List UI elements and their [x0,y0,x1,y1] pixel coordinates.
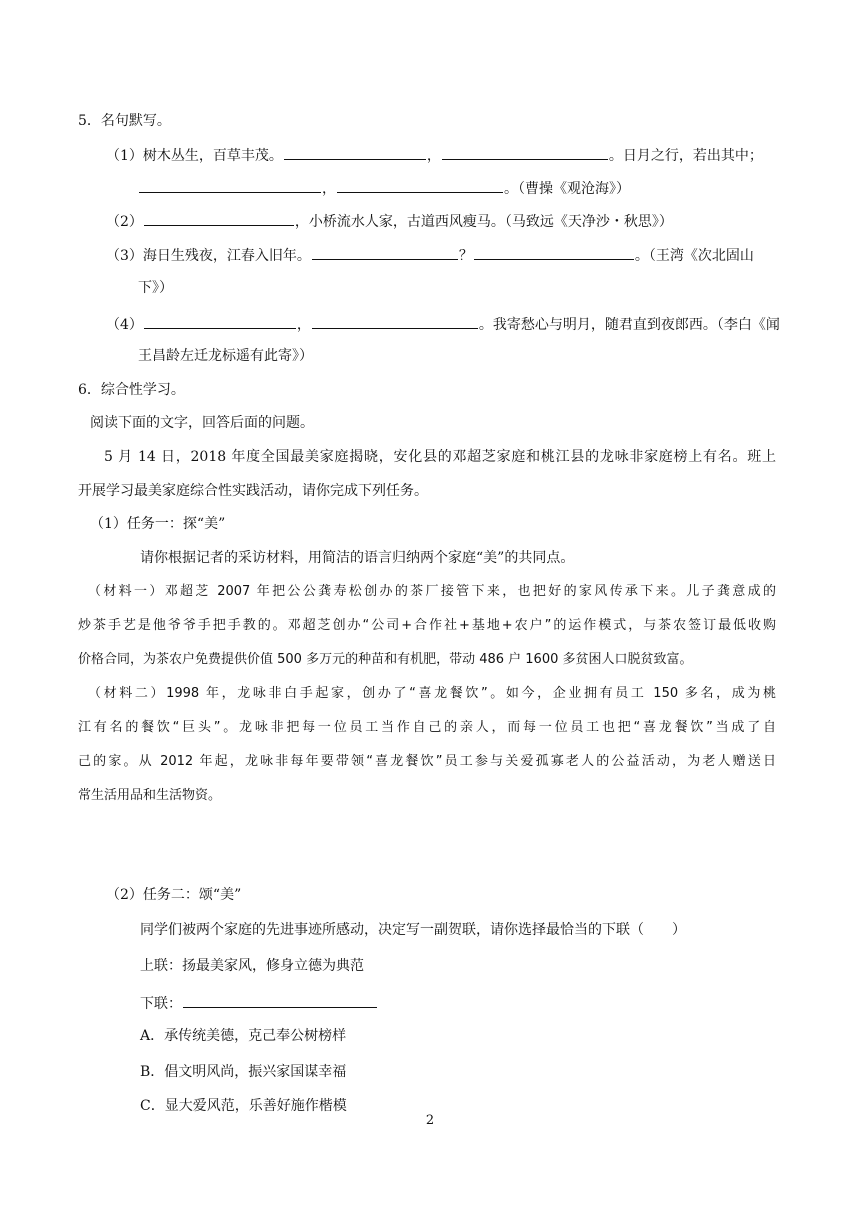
option-c[interactable]: C．显大爱风范，乐善好施作楷模 [140,1098,347,1114]
q6-para-line-1: 5 月 14 日，2018 年度全国最美家庭揭晓，安化县的邓超芝家庭和桃江县的龙咏非家庭榜上有名。班上 [104,449,776,465]
material-2-line-3: 己的家。从 2012 年起，龙咏非每年要带领“喜龙餐饮”员工参与关爱孤寡老人的公益活动，为老人赠送日 [78,754,776,769]
material-2-line-1: （材料二）1998 年，龙咏非白手起家，创办了“喜龙餐饮”。如今，企业拥有员工 150 多名，成为桃 [88,686,776,701]
q5-title: 5．名句默写。 [78,113,171,129]
couplet-upper: 上联：扬最美家风，修身立德为典范 [140,958,364,974]
q5-item-3-line-2: 下》） [138,280,173,296]
answer-blank[interactable] [144,313,296,329]
option-b[interactable]: B．倡文明风尚，振兴家国谋幸福 [140,1064,347,1080]
answer-blank[interactable] [144,210,294,226]
q5-item-4-line-2: 王昌龄左迁龙标遥有此寄》） [138,348,313,364]
option-a[interactable]: A．承传统美德，克己奉公树榜样 [140,1028,347,1044]
answer-blank[interactable] [337,177,503,193]
answer-blank[interactable] [183,992,377,1008]
task2-prompt: 同学们被两个家庭的先进事迹所感动，决定写一副贺联，请你选择最恰当的下联（ ） [140,922,686,938]
answer-blank[interactable] [284,144,426,160]
q6-intro: 阅读下面的文字，回答后面的问题。 [90,415,314,431]
q6-para-line-2: 开展学习最美家庭综合性实践活动，请你完成下列任务。 [78,483,428,499]
answer-blank[interactable] [442,144,608,160]
task1-title: （1）任务一：探“美” [90,516,226,532]
material-2-line-2: 江有名的餐饮“巨头”。龙咏非把每一位员工当作自己的亲人，而每一位员工也把“喜龙餐饮”当成了自 [78,720,776,735]
page-number: 2 [425,1113,435,1128]
answer-blank[interactable] [139,177,321,193]
couplet-lower: 下联： [140,992,378,1014]
task1-prompt: 请你根据记者的采访材料，用简洁的语言归纳两个家庭“美”的共同点。 [140,550,575,566]
q5-item-1-line-1: （1）树木丛生，百草丰茂。 ， 。日月之行，若出其中； [106,144,763,166]
answer-blank[interactable] [474,244,634,260]
q6-title: 6．综合性学习。 [78,382,185,398]
q5-item-2: （2） ，小桥流水人家，古道西风瘦马。（马致远《天净沙・秋思》） [106,210,673,232]
material-1-line-2: 炒茶手艺是他爷爷手把手教的。邓超芝创办“公司+合作社+基地+农户”的运作模式，与茶农签订最低收购 [78,618,776,633]
q5-item-1-line-2: ， 。（曹操《观沧海》） [138,177,630,199]
task2-title: （2）任务二：颂“美” [106,887,242,903]
answer-blank[interactable] [312,313,478,329]
q5-item-3-line-1: （3）海日生残夜，江春入旧年。 ？ 。（王湾《次北固山 [106,244,754,266]
q5-item-4-line-1: （4） ， 。我寄愁心与明月，随君直到夜郎西。（李白《闻 [106,313,780,335]
answer-blank[interactable] [312,244,458,260]
material-1-line-3: 价格合同，为茶农户免费提供价值 500 多万元的种苗和有机肥，带动 486 户 1600 多贫困人口脱贫致富。 [78,652,693,667]
material-1-line-1: （材料一）邓超芝 2007 年把公公龚寿松创办的茶厂接管下来，也把好的家风传承下来。儿子龚意成的 [88,584,776,599]
material-2-line-4: 常生活用品和生活物资。 [78,788,222,803]
